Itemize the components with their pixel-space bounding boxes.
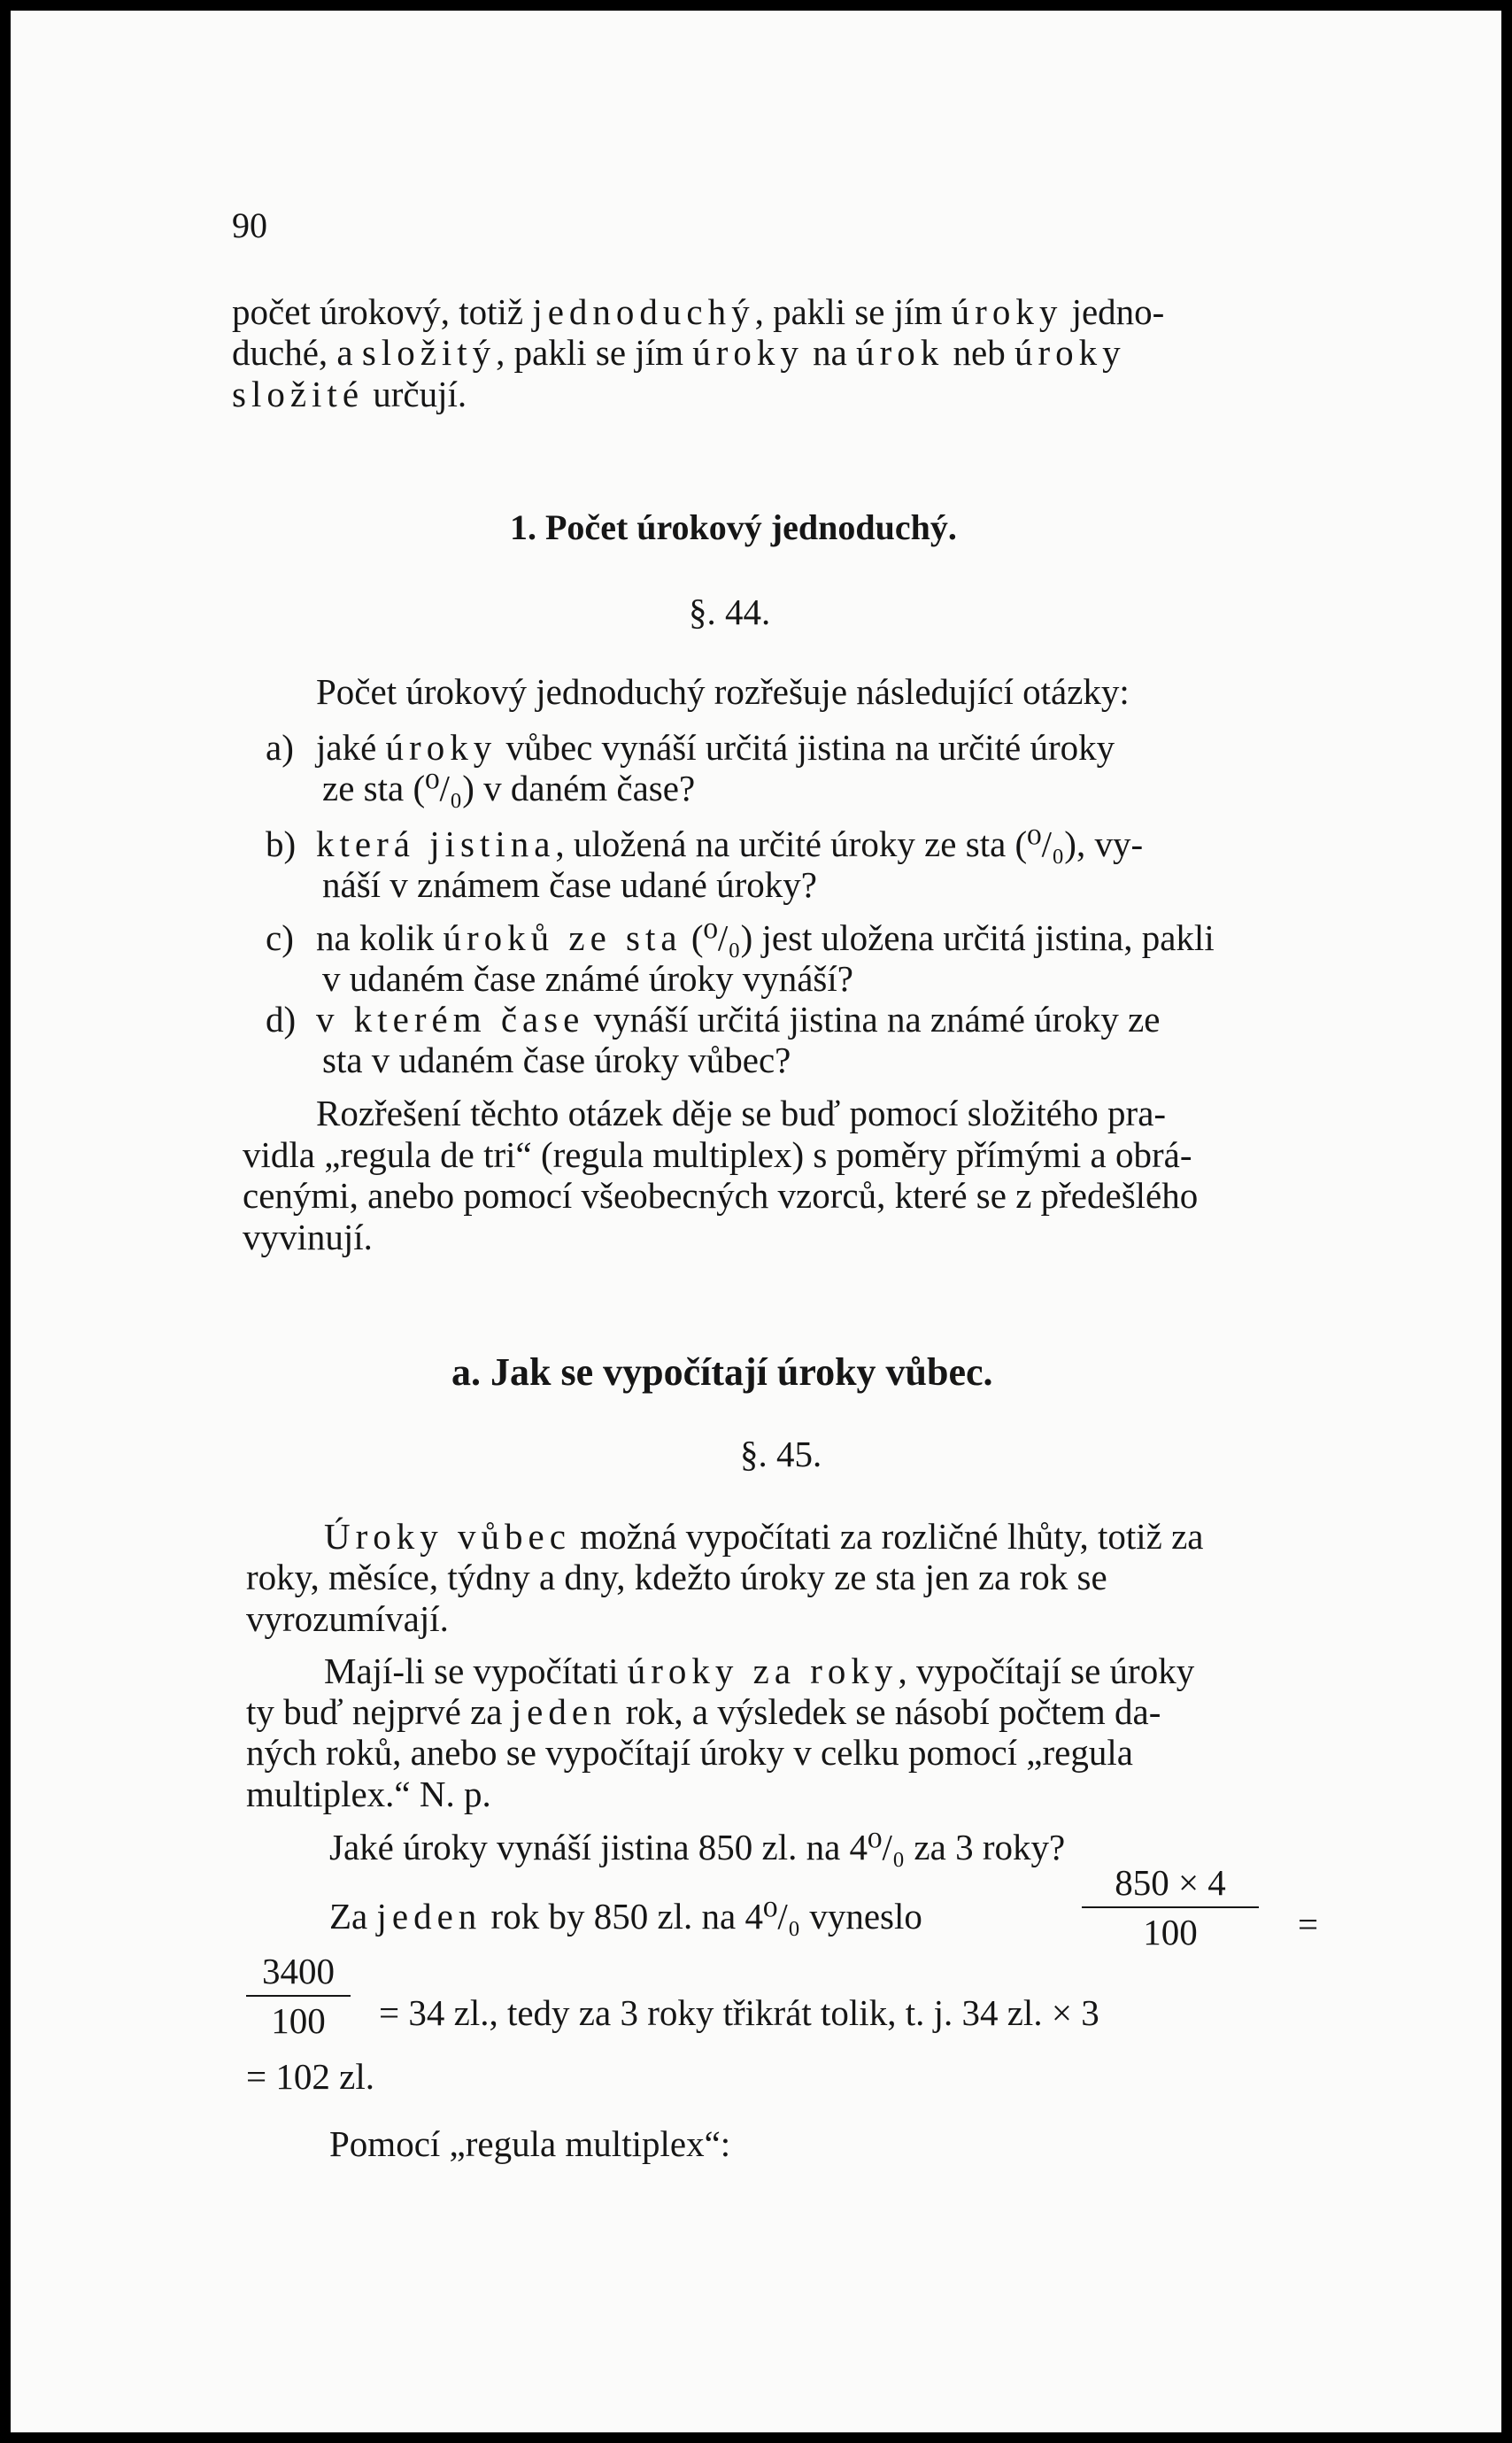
p2-line-1: Mají-li se vypočítati úroky za roky, vypočítají se úroky xyxy=(324,1651,1195,1691)
section-heading-1: 1. Počet úrokový jednoduchý. xyxy=(510,507,957,547)
question-a-label: a) xyxy=(266,727,294,768)
question-d-label: d) xyxy=(266,999,297,1040)
question-a-line-2: ze sta (⁰/₀) v daném čase? xyxy=(322,768,696,808)
p1-line-3: vyrozumívají. xyxy=(246,1598,449,1639)
question-c-label: c) xyxy=(266,917,294,958)
fraction-3400-over-100 xyxy=(246,1951,351,2041)
fraction-850x4-over-100 xyxy=(1082,1862,1259,1952)
p1-line-2: roky, měsíce, týdny a dny, kdežto úroky ze sta jen za rok se xyxy=(246,1557,1107,1597)
page-number: 90 xyxy=(232,205,267,245)
fraction-1-denominator: 100 xyxy=(1143,1912,1198,1952)
section1-lead: Počet úrokový jednoduchý rozřešuje následující otázky: xyxy=(316,671,1130,712)
paragraph-mark-44: §. 44. xyxy=(689,591,771,632)
example-line-2: = 34 zl., tedy za 3 roky třikrát tolik, t. j. 34 zl. × 3 xyxy=(379,1992,1099,2033)
intro-line-1: počet úrokový, totiž jednoduchý, pakli se jím úroky jedno- xyxy=(232,291,1165,332)
fraction-2-denominator: 100 xyxy=(271,2000,326,2041)
question-d-line-1: v kterém čase vynáší určitá jistina na známé úroky ze xyxy=(316,999,1161,1040)
question-b-line-2: náší v známem čase udané úroky? xyxy=(322,864,817,905)
equals-sign: = xyxy=(1298,1904,1319,1944)
example-line-1: Za jeden rok by 850 zl. na 4⁰/₀ vyneslo xyxy=(329,1896,922,1937)
question-a-line-1: jaké úroky vůbec vynáší určitá jistina na určité úroky xyxy=(316,727,1115,768)
question-b-label: b) xyxy=(266,823,297,864)
fraction-1-numerator: 850 × 4 xyxy=(1115,1862,1226,1903)
p2-line-4: multiplex.“ N. p. xyxy=(246,1774,491,1814)
resolution-line-4: vyvinují. xyxy=(243,1217,373,1257)
question-c-line-1: na kolik úroků ze sta (⁰/₀) jest uložena určitá jistina, pakli xyxy=(316,917,1215,958)
section-heading-2: a. Jak se vypočítají úroky vůbec. xyxy=(451,1350,993,1394)
resolution-line-3: cenými, anebo pomocí všeobecných vzorců, které se z předešlého xyxy=(243,1175,1199,1216)
example-tail: Pomocí „regula multiplex“: xyxy=(329,2123,731,2164)
fraction-1-bar xyxy=(1082,1906,1259,1908)
question-c-line-2: v udaném čase známé úroky vynáší? xyxy=(322,958,853,999)
p2-line-2: ty buď nejprvé za jeden rok, a výsledek se násobí počtem da- xyxy=(246,1691,1161,1732)
question-d-line-2: sta v udaném čase úroky vůbec? xyxy=(322,1040,791,1080)
intro-line-2: duché, a složitý, pakli se jím úroky na úrok neb úroky xyxy=(232,332,1126,373)
p2-line-3: ných roků, anebo se vypočítají úroky v celku pomocí „regula xyxy=(246,1732,1133,1773)
example-line-3: = 102 zl. xyxy=(246,2056,374,2097)
resolution-line-1: Rozřešení těchto otázek děje se buď pomocí složitého pra- xyxy=(316,1093,1167,1133)
paragraph-mark-45: §. 45. xyxy=(740,1434,822,1474)
example-question: Jaké úroky vynáší jistina 850 zl. na 4⁰/₀ za 3 roky? xyxy=(329,1827,1066,1867)
intro-line-3: složité určují. xyxy=(232,374,467,414)
fraction-2-bar xyxy=(246,1995,351,1997)
resolution-line-2: vidla „regula de tri“ (regula multiplex) s poměry přímými a obrá- xyxy=(243,1134,1192,1175)
fraction-2-numerator: 3400 xyxy=(262,1951,335,1991)
p1-line-1: Úroky vůbec možná vypočítati za rozličné lhůty, totiž za xyxy=(324,1516,1204,1557)
question-b-line-1: která jistina, uložená na určité úroky ze sta (⁰/₀), vy- xyxy=(316,823,1144,864)
